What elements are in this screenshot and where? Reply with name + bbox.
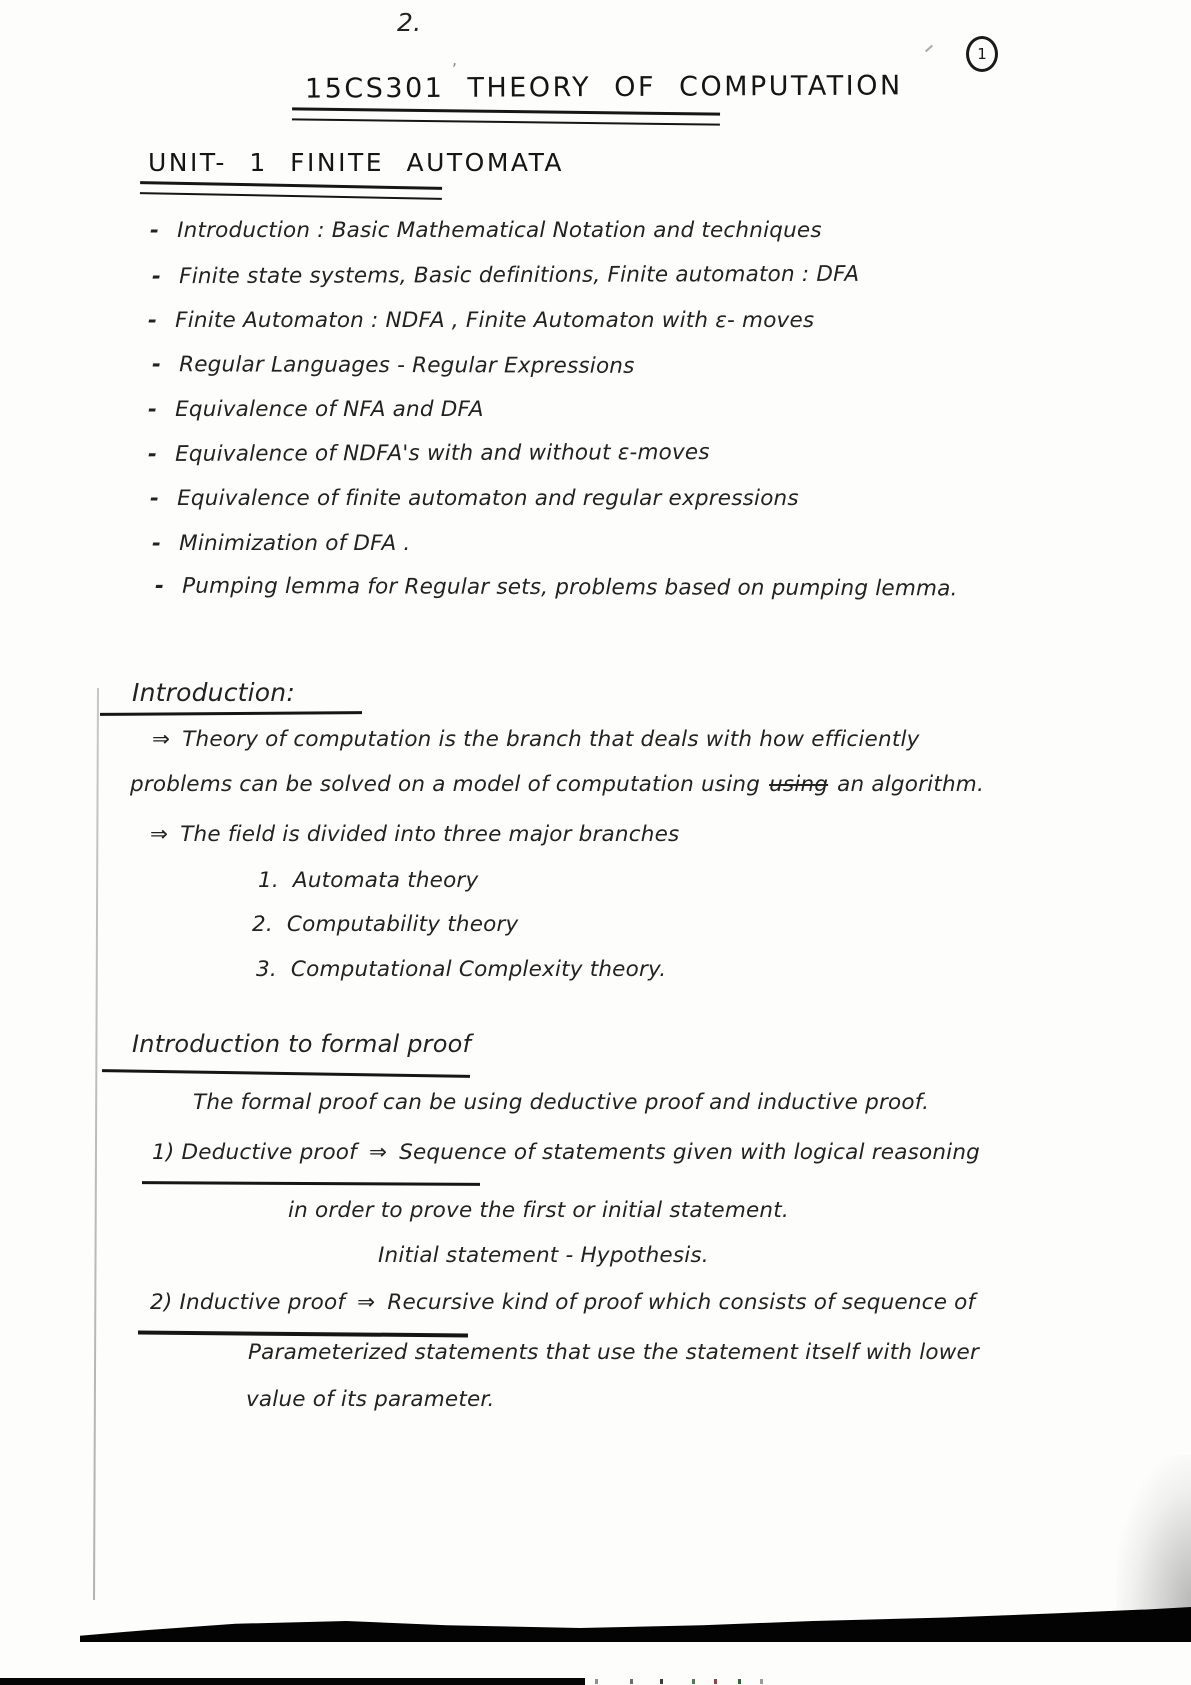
formal-proof-intro: The formal proof can be using deductive proof and inductive proof. [193,1090,930,1115]
introduction-heading: Introduction: [132,678,295,707]
deductive-label-underline [142,1181,480,1186]
deductive-proof-line-2: in order to prove the first or initial statement. [288,1198,789,1223]
stray-tick [925,45,933,53]
syllabus-item-text: Pumping lemma for Regular sets, problems based on pumping lemma. [182,573,958,602]
unit-heading: UNIT- 1 FINITE AUTOMATA [148,148,565,177]
introduction-underline [100,711,362,716]
scan-speck [738,1679,741,1684]
top-page-number: 2. [397,8,422,37]
branch-label: Computational Complexity theory. [290,957,667,982]
inductive-label-underline [138,1331,468,1337]
inductive-proof-line-2: Parameterized statements that use the statement itself with lower [248,1340,979,1365]
syllabus-item-text: Finite state systems, Basic definitions, Finite automaton : DFA [179,261,860,290]
scan-speck [630,1679,633,1684]
syllabus-item-text: Introduction : Basic Mathematical Notation and techniques [177,218,822,243]
branch-item [252,912,518,937]
deductive-proof-label: 1) Deductive proof [152,1140,357,1165]
branch-item [256,957,666,982]
branch-item [258,868,478,893]
bullet-dash: - [152,531,162,556]
bullet-dash: - [148,397,158,422]
deductive-proof-line-3: Initial statement - Hypothesis. [378,1243,709,1268]
inductive-proof-text: Recursive kind of proof which consists of sequence of [387,1290,976,1315]
inductive-proof-line-1 [150,1290,975,1315]
syllabus-item [152,352,635,379]
bullet-dash: - [154,573,165,599]
struck-word: using [769,772,829,797]
scan-speck [660,1679,663,1684]
deductive-proof-text: Sequence of statements given with logical reasoning [399,1140,981,1165]
syllabus-item [150,486,799,511]
stray-mark: , [452,50,458,69]
branch-label: Automata theory [292,868,479,893]
intro-point-1-text: an algorithm. [837,772,984,797]
branch-number: 2. [252,912,273,937]
syllabus-item [148,440,710,467]
syllabus-item [152,531,410,556]
left-margin-line [93,688,98,1600]
branch-number: 3. [256,957,277,982]
bottom-edge-strip [0,1678,585,1685]
syllabus-item-text: Equivalence of finite automaton and regular expressions [177,486,799,511]
intro-point-2 [150,822,679,847]
page-number-badge: 1 [966,36,998,72]
title-underline [292,107,720,125]
scan-speck [692,1679,695,1684]
arrow-icon: ⇒ [150,822,169,847]
branch-label: Computability theory [286,912,519,937]
arrow-icon: ⇒ [152,727,171,752]
intro-point-1-line-2 [130,772,984,797]
scan-speck [595,1679,598,1684]
formal-proof-underline [102,1069,470,1078]
formal-proof-heading: Introduction to formal proof [132,1030,472,1058]
bullet-dash: - [147,441,158,467]
syllabus-item-text: Equivalence of NDFA's with and without ε-moves [175,440,710,467]
syllabus-item [150,218,822,243]
inductive-proof-label: 2) Inductive proof [150,1290,346,1315]
syllabus-item-text: Regular Languages - Regular Expressions [179,352,635,379]
syllabus-item [152,262,859,289]
course-title: 15CS301 THEORY OF COMPUTATION [304,70,903,105]
bullet-dash: - [151,352,162,378]
syllabus-item-text: Finite Automaton : NDFA , Finite Automaton with ε- moves [175,308,815,333]
arrow-icon: ⇒ [357,1290,376,1315]
branch-number: 1. [258,868,279,893]
arrow-icon: ⇒ [368,1140,388,1165]
intro-point-1-text: problems can be solved on a model of computation using [130,772,761,797]
bullet-dash: - [150,218,160,243]
deductive-proof-line-1 [152,1140,980,1165]
intro-point-1-line-1 [152,727,920,752]
scan-speck [760,1679,763,1684]
bullet-dash: - [151,264,162,290]
scan-speck [714,1679,717,1684]
unit-underline [140,181,442,200]
inductive-proof-line-3: value of its parameter. [246,1387,495,1412]
intro-point-2-text: The field is divided into three major branches [180,822,680,847]
syllabus-item-text: Minimization of DFA . [179,531,411,556]
syllabus-item-text: Equivalence of NFA and DFA [175,397,484,422]
bullet-dash: - [150,486,160,511]
intro-point-1-text: Theory of computation is the branch that deals with how efficiently [182,727,920,752]
bullet-dash: - [148,308,158,333]
syllabus-item [148,308,814,333]
corner-scan-shadow [1116,1455,1191,1615]
syllabus-item [148,397,484,422]
syllabus-item [155,574,958,602]
bottom-scan-shadow [80,1607,1191,1642]
